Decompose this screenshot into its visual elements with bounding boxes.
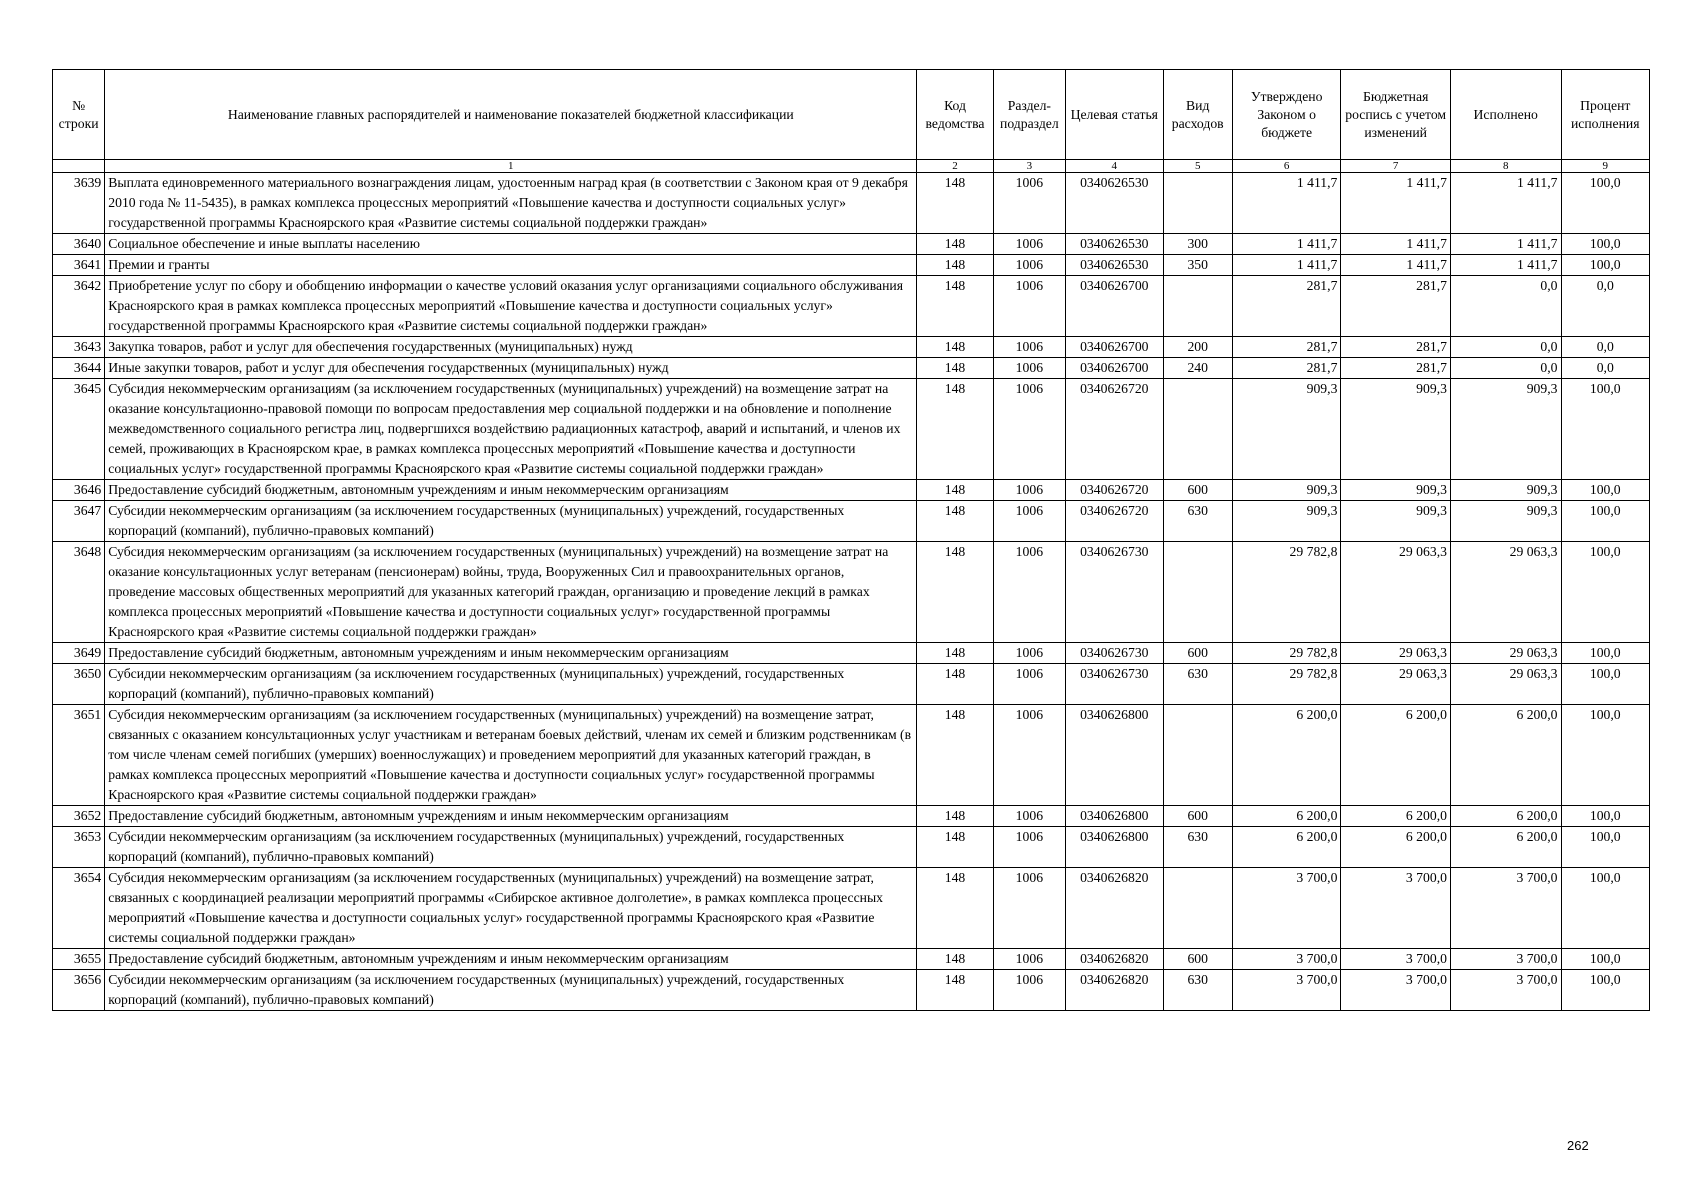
percent-cell: 0,0 <box>1561 337 1650 358</box>
approved-cell: 1 411,7 <box>1232 234 1341 255</box>
schedule-cell: 281,7 <box>1341 358 1451 379</box>
dept-code-cell: 148 <box>917 542 993 643</box>
header-name: Наименование главных распорядителей и наименование показателей бюджетной классификации <box>105 70 917 160</box>
section-cell: 1006 <box>993 173 1065 234</box>
dept-code-cell: 148 <box>917 480 993 501</box>
target-article-cell: 0340626700 <box>1066 276 1163 337</box>
section-cell: 1006 <box>993 379 1065 480</box>
column-number <box>53 160 105 173</box>
budget-table <box>52 69 1650 1011</box>
executed-cell: 6 200,0 <box>1450 827 1561 868</box>
expense-type-cell: 600 <box>1163 806 1232 827</box>
approved-cell: 909,3 <box>1232 501 1341 542</box>
schedule-cell: 281,7 <box>1341 337 1451 358</box>
approved-cell: 281,7 <box>1232 337 1341 358</box>
row-number-cell: 3645 <box>53 379 105 480</box>
expense-type-cell: 630 <box>1163 827 1232 868</box>
page-number: 262 <box>1567 1138 1589 1153</box>
approved-cell: 1 411,7 <box>1232 255 1341 276</box>
schedule-cell: 6 200,0 <box>1341 827 1451 868</box>
row-name-cell: Субсидии некоммерческим организациям (за исключением государственных (муниципальных) учреждений, государственных корпораций (компаний), публично-правовых компаний) <box>105 970 917 1011</box>
table-row <box>53 276 1650 337</box>
row-name-cell: Предоставление субсидий бюджетным, автономным учреждениям и иным некоммерческим организациям <box>105 806 917 827</box>
schedule-cell: 909,3 <box>1341 379 1451 480</box>
row-name-cell: Субсидии некоммерческим организациям (за исключением государственных (муниципальных) учреждений, государственных корпораций (компаний), публично-правовых компаний) <box>105 501 917 542</box>
table-row <box>53 970 1650 1011</box>
target-article-cell: 0340626730 <box>1066 643 1163 664</box>
dept-code-cell: 148 <box>917 358 993 379</box>
dept-code-cell: 148 <box>917 868 993 949</box>
row-name-cell: Субсидия некоммерческим организациям (за исключением государственных (муниципальных) учреждений) на возмещение затрат, связанных с координацией реализации мероприятий программы «Сибирское активное долголетие», в рамках комплекса процессных мероприятий «Повышение качества и доступности социальных услуг» государственной программы Красноярского края «Развитие системы социальной поддержки граждан» <box>105 868 917 949</box>
percent-cell: 100,0 <box>1561 501 1650 542</box>
header-budget-schedule: Бюджетная роспись с учетом изменений <box>1341 70 1451 160</box>
percent-cell: 100,0 <box>1561 255 1650 276</box>
executed-cell: 0,0 <box>1450 337 1561 358</box>
row-name-cell: Предоставление субсидий бюджетным, автономным учреждениям и иным некоммерческим организациям <box>105 480 917 501</box>
table-row <box>53 480 1650 501</box>
executed-cell: 6 200,0 <box>1450 705 1561 806</box>
executed-cell: 29 063,3 <box>1450 643 1561 664</box>
table-row <box>53 806 1650 827</box>
schedule-cell: 909,3 <box>1341 480 1451 501</box>
row-name-cell: Выплата единовременного материального вознаграждения лицам, удостоенным наград края (в соответствии с Законом края от 9 декабря 2010 года № 11-5435), в рамках комплекса процессных мероприятий «Повышение качества и доступности социальных услуг» государственной программы Красноярского края «Развитие системы социальной поддержки граждан» <box>105 173 917 234</box>
target-article-cell: 0340626720 <box>1066 480 1163 501</box>
row-name-cell: Приобретение услуг по сбору и обобщению информации о качестве условий оказания услуг организациями социального обслуживания Красноярского края в рамках комплекса процессных мероприятий «Повышение качества и доступности социальных услуг» государственной программы Красноярского края «Развитие системы социальной поддержки граждан» <box>105 276 917 337</box>
target-article-cell: 0340626530 <box>1066 234 1163 255</box>
expense-type-cell: 600 <box>1163 643 1232 664</box>
section-cell: 1006 <box>993 276 1065 337</box>
approved-cell: 1 411,7 <box>1232 173 1341 234</box>
column-number: 5 <box>1163 160 1232 173</box>
row-name-cell: Иные закупки товаров, работ и услуг для обеспечения государственных (муниципальных) нужд <box>105 358 917 379</box>
table-row <box>53 173 1650 234</box>
approved-cell: 281,7 <box>1232 358 1341 379</box>
target-article-cell: 0340626800 <box>1066 827 1163 868</box>
table-row <box>53 234 1650 255</box>
row-number-cell: 3641 <box>53 255 105 276</box>
row-number-cell: 3644 <box>53 358 105 379</box>
schedule-cell: 909,3 <box>1341 501 1451 542</box>
table-row <box>53 827 1650 868</box>
approved-cell: 29 782,8 <box>1232 664 1341 705</box>
row-name-cell: Предоставление субсидий бюджетным, автономным учреждениям и иным некоммерческим организациям <box>105 949 917 970</box>
table-row <box>53 379 1650 480</box>
executed-cell: 909,3 <box>1450 480 1561 501</box>
column-number: 7 <box>1341 160 1451 173</box>
row-name-cell: Субсидия некоммерческим организациям (за исключением государственных (муниципальных) учреждений) на возмещение затрат, связанных с оказанием консультационных услуг участникам и ветеранам боевых действий, членам их семей и близким родственникам (в том числе членам семей погибших (умерших) военнослужащих) и проведением мероприятий для указанных категорий граждан, в рамках комплекса процессных мероприятий «Повышение качества и доступности социальных услуг» государственной программы Красноярского края «Развитие системы социальной поддержки граждан» <box>105 705 917 806</box>
dept-code-cell: 148 <box>917 643 993 664</box>
expense-type-cell: 630 <box>1163 970 1232 1011</box>
section-cell: 1006 <box>993 255 1065 276</box>
dept-code-cell: 148 <box>917 949 993 970</box>
table-row <box>53 542 1650 643</box>
schedule-cell: 1 411,7 <box>1341 234 1451 255</box>
target-article-cell: 0340626530 <box>1066 255 1163 276</box>
schedule-cell: 29 063,3 <box>1341 542 1451 643</box>
row-number-cell: 3649 <box>53 643 105 664</box>
percent-cell: 100,0 <box>1561 379 1650 480</box>
column-number: 9 <box>1561 160 1650 173</box>
row-name-cell: Субсидия некоммерческим организациям (за исключением государственных (муниципальных) учреждений) на возмещение затрат на оказание консультационных услуг ветеранам (пенсионерам) войны, труда, Вооруженных Сил и правоохранительных органов, проведение массовых общественных мероприятий для указанных категорий граждан, организацию и проведение лекций в рамках комплекса процессных мероприятий «Повышение качества и доступности социальных услуг» государственной программы Красноярского края «Развитие системы социальной поддержки граждан» <box>105 542 917 643</box>
column-number: 6 <box>1232 160 1341 173</box>
executed-cell: 909,3 <box>1450 379 1561 480</box>
expense-type-cell: 300 <box>1163 234 1232 255</box>
approved-cell: 3 700,0 <box>1232 970 1341 1011</box>
section-cell: 1006 <box>993 501 1065 542</box>
approved-cell: 3 700,0 <box>1232 868 1341 949</box>
row-number-cell: 3642 <box>53 276 105 337</box>
row-name-cell: Социальное обеспечение и иные выплаты населению <box>105 234 917 255</box>
executed-cell: 3 700,0 <box>1450 868 1561 949</box>
percent-cell: 100,0 <box>1561 949 1650 970</box>
section-cell: 1006 <box>993 234 1065 255</box>
row-number-cell: 3656 <box>53 970 105 1011</box>
dept-code-cell: 148 <box>917 255 993 276</box>
target-article-cell: 0340626820 <box>1066 868 1163 949</box>
dept-code-cell: 148 <box>917 234 993 255</box>
row-number-cell: 3647 <box>53 501 105 542</box>
schedule-cell: 29 063,3 <box>1341 664 1451 705</box>
column-number: 4 <box>1066 160 1163 173</box>
executed-cell: 0,0 <box>1450 276 1561 337</box>
table-header-row <box>53 70 1650 160</box>
row-number-cell: 3653 <box>53 827 105 868</box>
header-approved: Утверждено Законом о бюджете <box>1232 70 1341 160</box>
dept-code-cell: 148 <box>917 173 993 234</box>
column-number-row <box>53 160 1650 173</box>
percent-cell: 100,0 <box>1561 480 1650 501</box>
percent-cell: 0,0 <box>1561 358 1650 379</box>
approved-cell: 6 200,0 <box>1232 806 1341 827</box>
expense-type-cell: 240 <box>1163 358 1232 379</box>
column-number: 8 <box>1450 160 1561 173</box>
table-row <box>53 664 1650 705</box>
row-number-cell: 3652 <box>53 806 105 827</box>
row-number-cell: 3640 <box>53 234 105 255</box>
row-name-cell: Премии и гранты <box>105 255 917 276</box>
section-cell: 1006 <box>993 664 1065 705</box>
schedule-cell: 1 411,7 <box>1341 173 1451 234</box>
percent-cell: 100,0 <box>1561 705 1650 806</box>
dept-code-cell: 148 <box>917 501 993 542</box>
executed-cell: 0,0 <box>1450 358 1561 379</box>
target-article-cell: 0340626820 <box>1066 949 1163 970</box>
executed-cell: 3 700,0 <box>1450 970 1561 1011</box>
target-article-cell: 0340626700 <box>1066 337 1163 358</box>
row-name-cell: Предоставление субсидий бюджетным, автономным учреждениям и иным некоммерческим организациям <box>105 643 917 664</box>
expense-type-cell <box>1163 173 1232 234</box>
expense-type-cell: 600 <box>1163 480 1232 501</box>
executed-cell: 29 063,3 <box>1450 542 1561 643</box>
percent-cell: 100,0 <box>1561 643 1650 664</box>
section-cell: 1006 <box>993 868 1065 949</box>
target-article-cell: 0340626530 <box>1066 173 1163 234</box>
section-cell: 1006 <box>993 542 1065 643</box>
approved-cell: 29 782,8 <box>1232 643 1341 664</box>
percent-cell: 0,0 <box>1561 276 1650 337</box>
header-target-article: Целевая статья <box>1066 70 1163 160</box>
section-cell: 1006 <box>993 949 1065 970</box>
approved-cell: 909,3 <box>1232 379 1341 480</box>
dept-code-cell: 148 <box>917 664 993 705</box>
row-number-cell: 3655 <box>53 949 105 970</box>
row-name-cell: Закупка товаров, работ и услуг для обеспечения государственных (муниципальных) нужд <box>105 337 917 358</box>
row-number-cell: 3650 <box>53 664 105 705</box>
header-expense-type: Вид расходов <box>1163 70 1232 160</box>
header-percent: Процент исполнения <box>1561 70 1650 160</box>
header-section: Раздел-подраздел <box>993 70 1065 160</box>
executed-cell: 1 411,7 <box>1450 234 1561 255</box>
row-name-cell: Субсидии некоммерческим организациям (за исключением государственных (муниципальных) учреждений, государственных корпораций (компаний), публично-правовых компаний) <box>105 827 917 868</box>
row-number-cell: 3648 <box>53 542 105 643</box>
schedule-cell: 281,7 <box>1341 276 1451 337</box>
approved-cell: 6 200,0 <box>1232 705 1341 806</box>
schedule-cell: 6 200,0 <box>1341 705 1451 806</box>
percent-cell: 100,0 <box>1561 173 1650 234</box>
schedule-cell: 3 700,0 <box>1341 970 1451 1011</box>
dept-code-cell: 148 <box>917 337 993 358</box>
approved-cell: 281,7 <box>1232 276 1341 337</box>
target-article-cell: 0340626730 <box>1066 542 1163 643</box>
percent-cell: 100,0 <box>1561 542 1650 643</box>
approved-cell: 29 782,8 <box>1232 542 1341 643</box>
section-cell: 1006 <box>993 358 1065 379</box>
table-body <box>53 173 1650 1011</box>
target-article-cell: 0340626800 <box>1066 705 1163 806</box>
row-number-cell: 3643 <box>53 337 105 358</box>
row-number-cell: 3639 <box>53 173 105 234</box>
schedule-cell: 1 411,7 <box>1341 255 1451 276</box>
table-row <box>53 705 1650 806</box>
expense-type-cell: 200 <box>1163 337 1232 358</box>
percent-cell: 100,0 <box>1561 970 1650 1011</box>
document-page <box>52 69 1650 1011</box>
percent-cell: 100,0 <box>1561 664 1650 705</box>
executed-cell: 29 063,3 <box>1450 664 1561 705</box>
dept-code-cell: 148 <box>917 379 993 480</box>
dept-code-cell: 148 <box>917 827 993 868</box>
dept-code-cell: 148 <box>917 705 993 806</box>
schedule-cell: 3 700,0 <box>1341 868 1451 949</box>
schedule-cell: 29 063,3 <box>1341 643 1451 664</box>
section-cell: 1006 <box>993 970 1065 1011</box>
schedule-cell: 3 700,0 <box>1341 949 1451 970</box>
percent-cell: 100,0 <box>1561 234 1650 255</box>
approved-cell: 3 700,0 <box>1232 949 1341 970</box>
dept-code-cell: 148 <box>917 806 993 827</box>
row-number-cell: 3646 <box>53 480 105 501</box>
header-row-number: № строки <box>53 70 105 160</box>
schedule-cell: 6 200,0 <box>1341 806 1451 827</box>
header-executed: Исполнено <box>1450 70 1561 160</box>
dept-code-cell: 148 <box>917 970 993 1011</box>
row-number-cell: 3654 <box>53 868 105 949</box>
row-name-cell: Субсидии некоммерческим организациям (за исключением государственных (муниципальных) учреждений, государственных корпораций (компаний), публично-правовых компаний) <box>105 664 917 705</box>
target-article-cell: 0340626820 <box>1066 970 1163 1011</box>
column-number: 2 <box>917 160 993 173</box>
target-article-cell: 0340626720 <box>1066 379 1163 480</box>
executed-cell: 909,3 <box>1450 501 1561 542</box>
section-cell: 1006 <box>993 337 1065 358</box>
executed-cell: 6 200,0 <box>1450 806 1561 827</box>
executed-cell: 1 411,7 <box>1450 255 1561 276</box>
approved-cell: 6 200,0 <box>1232 827 1341 868</box>
target-article-cell: 0340626720 <box>1066 501 1163 542</box>
percent-cell: 100,0 <box>1561 806 1650 827</box>
table-row <box>53 358 1650 379</box>
expense-type-cell: 600 <box>1163 949 1232 970</box>
section-cell: 1006 <box>993 480 1065 501</box>
expense-type-cell <box>1163 542 1232 643</box>
section-cell: 1006 <box>993 705 1065 806</box>
expense-type-cell <box>1163 379 1232 480</box>
expense-type-cell <box>1163 276 1232 337</box>
row-number-cell: 3651 <box>53 705 105 806</box>
header-dept-code: Код ведомства <box>917 70 993 160</box>
table-row <box>53 643 1650 664</box>
percent-cell: 100,0 <box>1561 827 1650 868</box>
executed-cell: 1 411,7 <box>1450 173 1561 234</box>
column-number: 3 <box>993 160 1065 173</box>
section-cell: 1006 <box>993 827 1065 868</box>
target-article-cell: 0340626700 <box>1066 358 1163 379</box>
percent-cell: 100,0 <box>1561 868 1650 949</box>
expense-type-cell <box>1163 868 1232 949</box>
executed-cell: 3 700,0 <box>1450 949 1561 970</box>
row-name-cell: Субсидия некоммерческим организациям (за исключением государственных (муниципальных) учреждений) на возмещение затрат на оказание консультационно-правовой помощи по вопросам предоставления мер социальной поддержки и на обновление и пополнение межведомственного социального регистра лиц, подвергшихся воздействию радиационных катастроф, аварий и испытаний, и членов их семей, проживающих в Красноярском крае, в рамках комплекса процессных мероприятий «Повышение качества и доступности социальных услуг» государственной программы Красноярского края «Развитие системы социальной поддержки граждан» <box>105 379 917 480</box>
table-row <box>53 868 1650 949</box>
section-cell: 1006 <box>993 643 1065 664</box>
table-row <box>53 949 1650 970</box>
expense-type-cell <box>1163 705 1232 806</box>
section-cell: 1006 <box>993 806 1065 827</box>
target-article-cell: 0340626730 <box>1066 664 1163 705</box>
table-row <box>53 501 1650 542</box>
target-article-cell: 0340626800 <box>1066 806 1163 827</box>
table-row <box>53 337 1650 358</box>
dept-code-cell: 148 <box>917 276 993 337</box>
column-number: 1 <box>105 160 917 173</box>
approved-cell: 909,3 <box>1232 480 1341 501</box>
expense-type-cell: 630 <box>1163 501 1232 542</box>
table-row <box>53 255 1650 276</box>
expense-type-cell: 630 <box>1163 664 1232 705</box>
expense-type-cell: 350 <box>1163 255 1232 276</box>
